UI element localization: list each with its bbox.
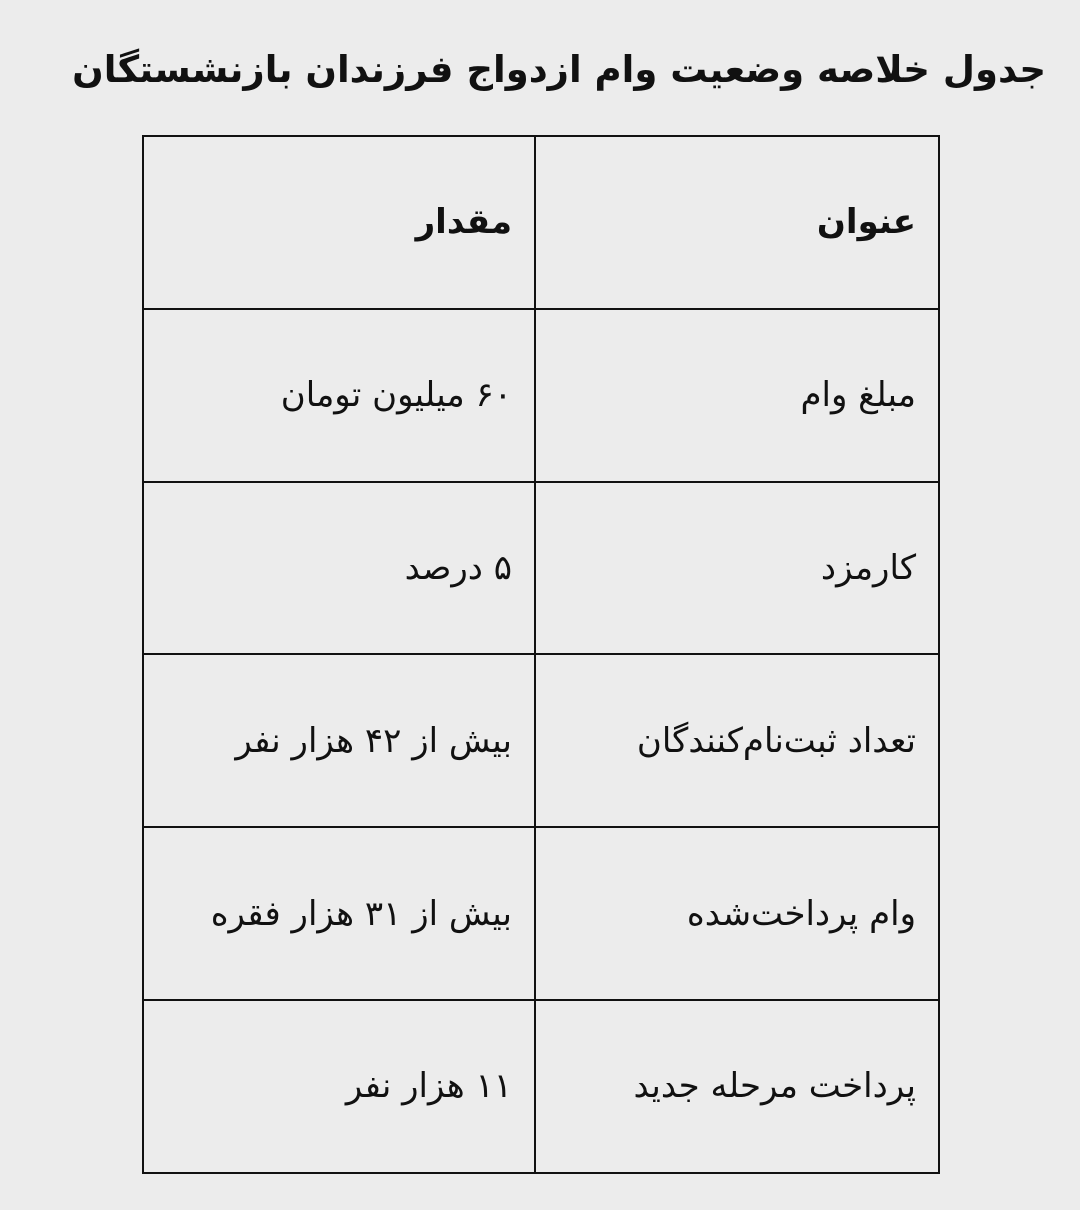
summary-table (142, 135, 940, 1174)
header-title-cell: عنوان (535, 136, 939, 309)
table-row (143, 309, 939, 482)
table-row (143, 654, 939, 827)
row-value-cell: بیش از ۴۲ هزار نفر (143, 654, 535, 827)
row-value-cell: ۶۰ میلیون تومان (143, 309, 535, 482)
table-row (143, 827, 939, 1000)
row-label-cell: پرداخت مرحله جدید (535, 1000, 939, 1173)
row-value-cell: ۱۱ هزار نفر (143, 1000, 535, 1173)
row-value-cell: بیش از ۳۱ هزار فقره (143, 827, 535, 1000)
row-label-cell: کارمزد (535, 482, 939, 655)
header-value-cell: مقدار (143, 136, 535, 309)
row-label-cell: مبلغ وام (535, 309, 939, 482)
table-row (143, 1000, 939, 1173)
row-value-cell: ۵ درصد (143, 482, 535, 655)
summary-table-container (142, 135, 938, 1172)
table-header-row (143, 136, 939, 309)
table-row (143, 482, 939, 655)
row-label-cell: تعداد ثبت‌نام‌کنندگان (535, 654, 939, 827)
row-label-cell: وام پرداخت‌شده (535, 827, 939, 1000)
page-title: جدول خلاصه وضعیت وام ازدواج فرزندان بازنشستگان (72, 48, 1046, 91)
